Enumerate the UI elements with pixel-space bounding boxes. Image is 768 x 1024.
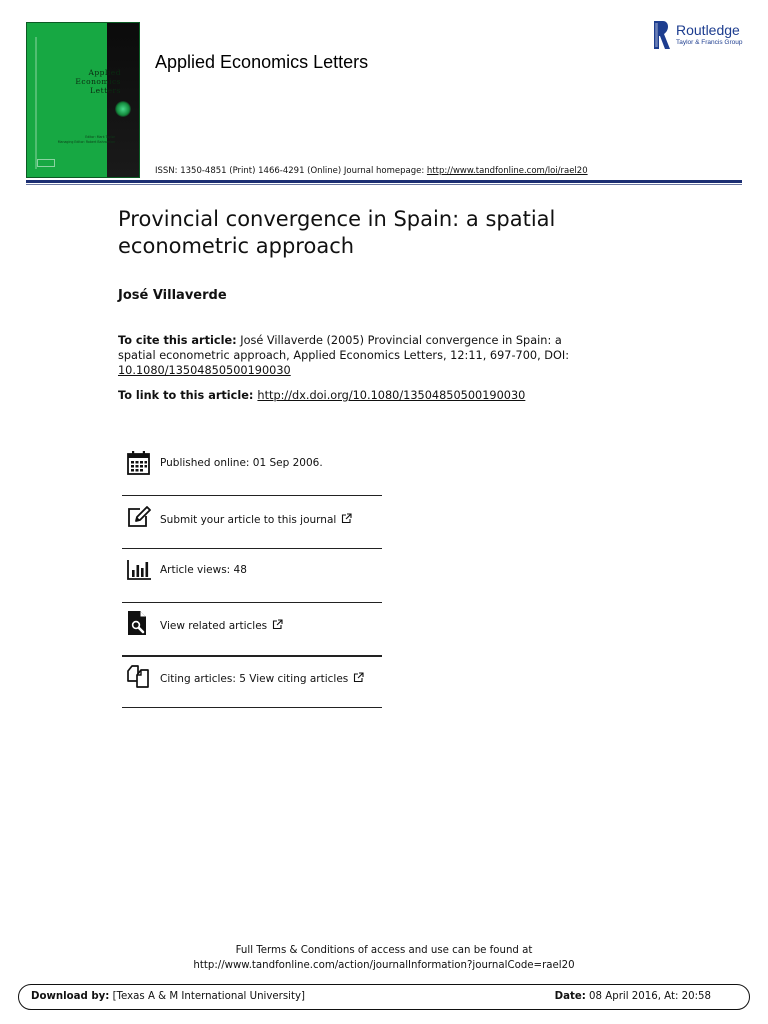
info-divider bbox=[122, 707, 382, 708]
terms-and-conditions bbox=[0, 943, 768, 973]
article-title: Provincial convergence in Spain: a spatial econometric approach bbox=[118, 207, 556, 258]
cover-subtitle-line: Managing Editor: Robert Bahrarnian bbox=[57, 140, 115, 144]
submit-article-label: Submit your article to this journal bbox=[160, 514, 337, 526]
citation-text: José Villaverde (2005) Provincial convergence in Spain: a spatial econometric approach, Applied Economics Letters, 12:11, 697-700, DOI: bbox=[118, 334, 569, 362]
doi-link[interactable]: 10.1080/13504850500190030 bbox=[118, 364, 291, 377]
related-articles-link[interactable] bbox=[160, 619, 283, 632]
info-divider bbox=[122, 602, 382, 603]
journal-homepage-link[interactable]: http://www.tandfonline.com/loi/rael20 bbox=[426, 166, 588, 176]
citing-articles-row[interactable] bbox=[126, 663, 382, 693]
download-date-label: Date: bbox=[554, 991, 586, 1002]
info-divider bbox=[122, 548, 382, 549]
terms-url[interactable]: http://www.tandfonline.com/action/journalInformation?journalCode=rael20 bbox=[193, 960, 575, 971]
article-link[interactable]: http://dx.doi.org/10.1080/13504850500190030 bbox=[257, 389, 526, 402]
edit-icon bbox=[126, 504, 152, 530]
publisher-logo bbox=[652, 20, 752, 50]
article-views-row bbox=[126, 557, 382, 587]
publisher-subtitle: Taylor & Francis Group bbox=[676, 39, 743, 46]
publisher-name: Routledge bbox=[676, 22, 740, 38]
header-divider-thin bbox=[26, 184, 742, 185]
external-link-icon bbox=[341, 513, 352, 524]
download-by bbox=[31, 991, 305, 1002]
issn-line bbox=[155, 166, 588, 176]
related-articles-icon bbox=[126, 610, 152, 636]
cover-title-line: Letters bbox=[90, 86, 121, 95]
submit-article-link[interactable] bbox=[160, 513, 352, 526]
routledge-logo-icon bbox=[652, 20, 672, 50]
cover-publisher-mark bbox=[37, 159, 55, 167]
citing-articles-link[interactable] bbox=[160, 672, 364, 685]
cover-glow-dot bbox=[115, 101, 131, 117]
article-views-count: Article views: 48 bbox=[160, 564, 247, 576]
cover-subtitle bbox=[47, 135, 115, 145]
published-row bbox=[126, 450, 382, 480]
info-divider bbox=[122, 655, 382, 657]
bar-chart-icon bbox=[126, 557, 152, 583]
cover-title-line: Economics bbox=[75, 77, 121, 86]
download-date-value: 08 April 2016, At: 20:58 bbox=[585, 991, 711, 1002]
cover-spine-line bbox=[35, 37, 37, 169]
citation-block bbox=[118, 333, 588, 378]
citing-articles-icon bbox=[126, 663, 152, 689]
citation-label: To cite this article: bbox=[118, 334, 237, 347]
download-date bbox=[555, 991, 711, 1002]
journal-cover-image bbox=[26, 22, 140, 178]
header-divider bbox=[26, 180, 742, 183]
external-link-icon bbox=[272, 619, 283, 630]
cover-title-line: Applied bbox=[88, 68, 121, 77]
cover-title bbox=[41, 68, 121, 95]
download-info-bar bbox=[18, 984, 750, 1010]
submit-article-row[interactable] bbox=[126, 504, 382, 534]
cover-subtitle-line: Editor: Mark Taylor bbox=[85, 135, 115, 139]
published-date: Published online: 01 Sep 2006. bbox=[160, 457, 323, 469]
external-link-icon bbox=[353, 672, 364, 683]
terms-line: Full Terms & Conditions of access and use can be found at bbox=[235, 945, 533, 956]
journal-name: Applied Economics Letters bbox=[155, 52, 369, 72]
citing-articles-label: Citing articles: 5 View citing articles bbox=[160, 673, 349, 685]
cover-dark-strip bbox=[107, 23, 139, 177]
related-articles-label: View related articles bbox=[160, 620, 268, 632]
article-author: José Villaverde bbox=[118, 288, 227, 303]
download-by-label: Download by: bbox=[31, 991, 110, 1002]
calendar-icon bbox=[126, 450, 152, 476]
issn-text: ISSN: 1350-4851 (Print) 1466-4291 (Online) Journal homepage: bbox=[155, 166, 427, 176]
related-articles-row[interactable] bbox=[126, 610, 382, 640]
article-link-line bbox=[118, 389, 525, 402]
info-divider bbox=[122, 495, 382, 496]
article-link-label: To link to this article: bbox=[118, 389, 254, 402]
download-by-value: [Texas A & M International University] bbox=[109, 991, 305, 1002]
